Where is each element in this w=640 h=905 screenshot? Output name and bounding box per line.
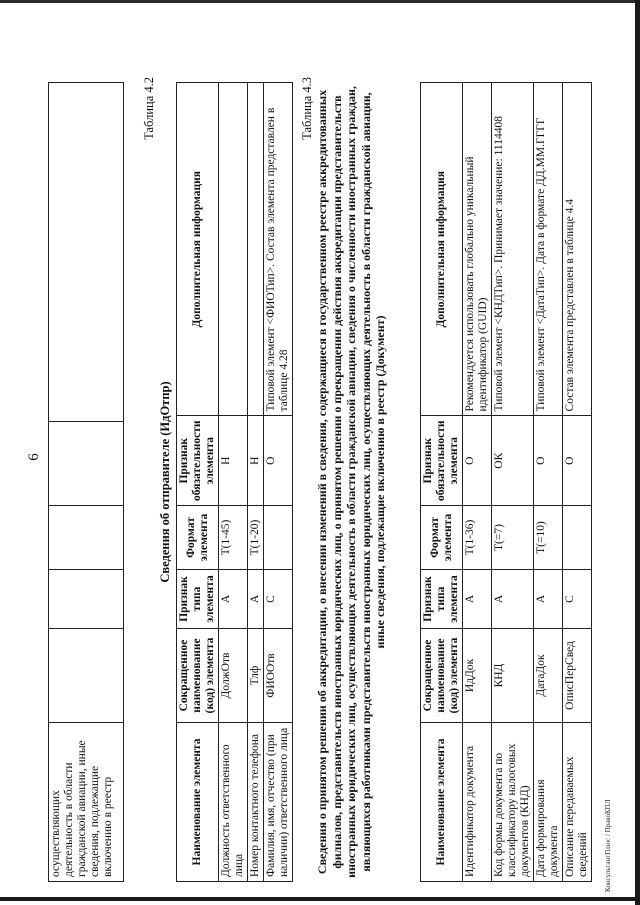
table-title: Сведения об отправителе (ИдОтпр) — [158, 381, 172, 583]
table-row — [534, 83, 563, 882]
column-header: Формат элемента — [421, 506, 463, 570]
table-cell: ФИООтв — [264, 629, 293, 723]
table-cell — [248, 83, 264, 416]
table-cell: Состав элемента представлен в таблице 4.4 — [563, 83, 592, 416]
table-cell: Типовой элемент <ДатаТип>. Дата в формате ДД.ММ.ГГГГ — [534, 83, 563, 416]
rotated-document-page — [18, 22, 618, 892]
table-cell: Т(=7) — [492, 506, 534, 570]
page-number: 6 — [26, 453, 42, 461]
table-cell: Описание передаваемых сведений — [563, 723, 592, 882]
scan-edge-top — [0, 0, 640, 3]
table-cell: О — [463, 416, 492, 506]
table-cell: А — [248, 570, 264, 629]
scan-edge-right — [635, 0, 640, 905]
table-row — [463, 83, 492, 882]
table-row — [49, 83, 124, 882]
table-cell: Т(1-20) — [248, 506, 264, 570]
table-cell — [49, 83, 124, 422]
table-row — [219, 83, 248, 882]
table-cell: Т(1-45) — [219, 506, 248, 570]
table-cell — [264, 506, 293, 570]
scan-edge-bottom — [0, 897, 640, 901]
document-table — [420, 82, 592, 882]
column-header: Дополнительная информация — [421, 83, 463, 416]
table-cell: Тлф — [248, 629, 264, 723]
table-cell: Должность ответственного лица — [219, 723, 248, 882]
table-cell: Номер контактного телефона — [248, 723, 264, 882]
table-cell: Типовой элемент <ФИОТип>. Состав элемента представлен в таблице 4.28 — [264, 83, 293, 416]
table-caption: Таблица 4.3 — [300, 77, 314, 140]
column-header: Признак типа элемента — [177, 570, 219, 629]
column-header: Сокращенное наименование (код) элемента — [177, 629, 219, 723]
table-title: Сведения о принятом решении об аккредитации, о внесении изменений в сведения, содержащиеся в государственном реестре аккредитованных филиалов, представительств иностранных юридических лиц, о принятом решении о прекращении действия аккредитации представительств иностранных юридических лиц, осуществляющих деятельность в области гражданской авиации, сведения о численности иностранных граждан, являющихся работниками представительств иностранных юридических лиц, осуществляющих деятельность в области гражданской авиации, иные сведения, подлежащие включению в реестр (Документ) — [315, 86, 387, 878]
table-cell: О — [534, 416, 563, 506]
table-cell: Н — [248, 416, 264, 506]
table-cell: А — [219, 570, 248, 629]
table-row — [248, 83, 264, 882]
table-cell — [49, 506, 124, 570]
table-cell: Фамилия, имя, отчество (при наличии) ответственного лица — [264, 723, 293, 882]
table-cell: ДатаДок — [534, 629, 563, 723]
table-cell: Идентификатор документа — [463, 723, 492, 882]
table-cell: Рекомендуется использовать глобально уникальный идентификатор (GUID) — [463, 83, 492, 416]
table-cell: Т(=10) — [534, 506, 563, 570]
column-header: Признак типа элемента — [421, 570, 463, 629]
column-header: Сокращенное наименование (код) элемента — [421, 629, 463, 723]
column-header: Наименование элемента — [177, 723, 219, 882]
table-row — [563, 83, 592, 882]
column-header: Признак обязательности элемента — [177, 416, 219, 506]
scan-footnote: КонсультантПлюс / ПравоКПЛ — [604, 799, 612, 892]
table-cell: А — [492, 570, 534, 629]
table-cell: А — [534, 570, 563, 629]
table-cell: Н — [219, 416, 248, 506]
table-cell — [563, 506, 592, 570]
column-header: Дополнительная информация — [177, 83, 219, 416]
table-row — [492, 83, 534, 882]
continuation-table — [48, 82, 124, 882]
table-cell: осуществляющих деятельность в области гражданской авиации, иные сведения, подлежащие включению в реестр — [49, 723, 124, 882]
table-cell: ИдДок — [463, 629, 492, 723]
table-cell — [49, 422, 124, 506]
table-cell: С — [563, 570, 592, 629]
table-cell: Т(1-36) — [463, 506, 492, 570]
table-cell — [219, 83, 248, 416]
table-cell: О — [264, 416, 293, 506]
table-row — [264, 83, 293, 882]
table-cell: Код формы документа по классификатору налоговых документов (КНД) — [492, 723, 534, 882]
table-cell: ОписПерСвед — [563, 629, 592, 723]
table-cell: ДолжОтв — [219, 629, 248, 723]
table-header-row — [421, 83, 463, 882]
column-header: Наименование элемента — [421, 723, 463, 882]
table-cell: А — [463, 570, 492, 629]
table-cell: Типовой элемент <КНДТип>. Принимает значение: 1114408 — [492, 83, 534, 416]
table-cell: КНД — [492, 629, 534, 723]
table-cell — [49, 629, 124, 723]
table-header-row — [177, 83, 219, 882]
table-cell: С — [264, 570, 293, 629]
column-header: Формат элемента — [177, 506, 219, 570]
table-cell: Дата формирования документа — [534, 723, 563, 882]
sender-table — [176, 82, 293, 882]
table-cell: ОК — [492, 416, 534, 506]
table-cell: О — [563, 416, 592, 506]
table-cell — [49, 570, 124, 629]
table-caption: Таблица 4.2 — [142, 77, 156, 140]
column-header: Признак обязательности элемента — [421, 416, 463, 506]
